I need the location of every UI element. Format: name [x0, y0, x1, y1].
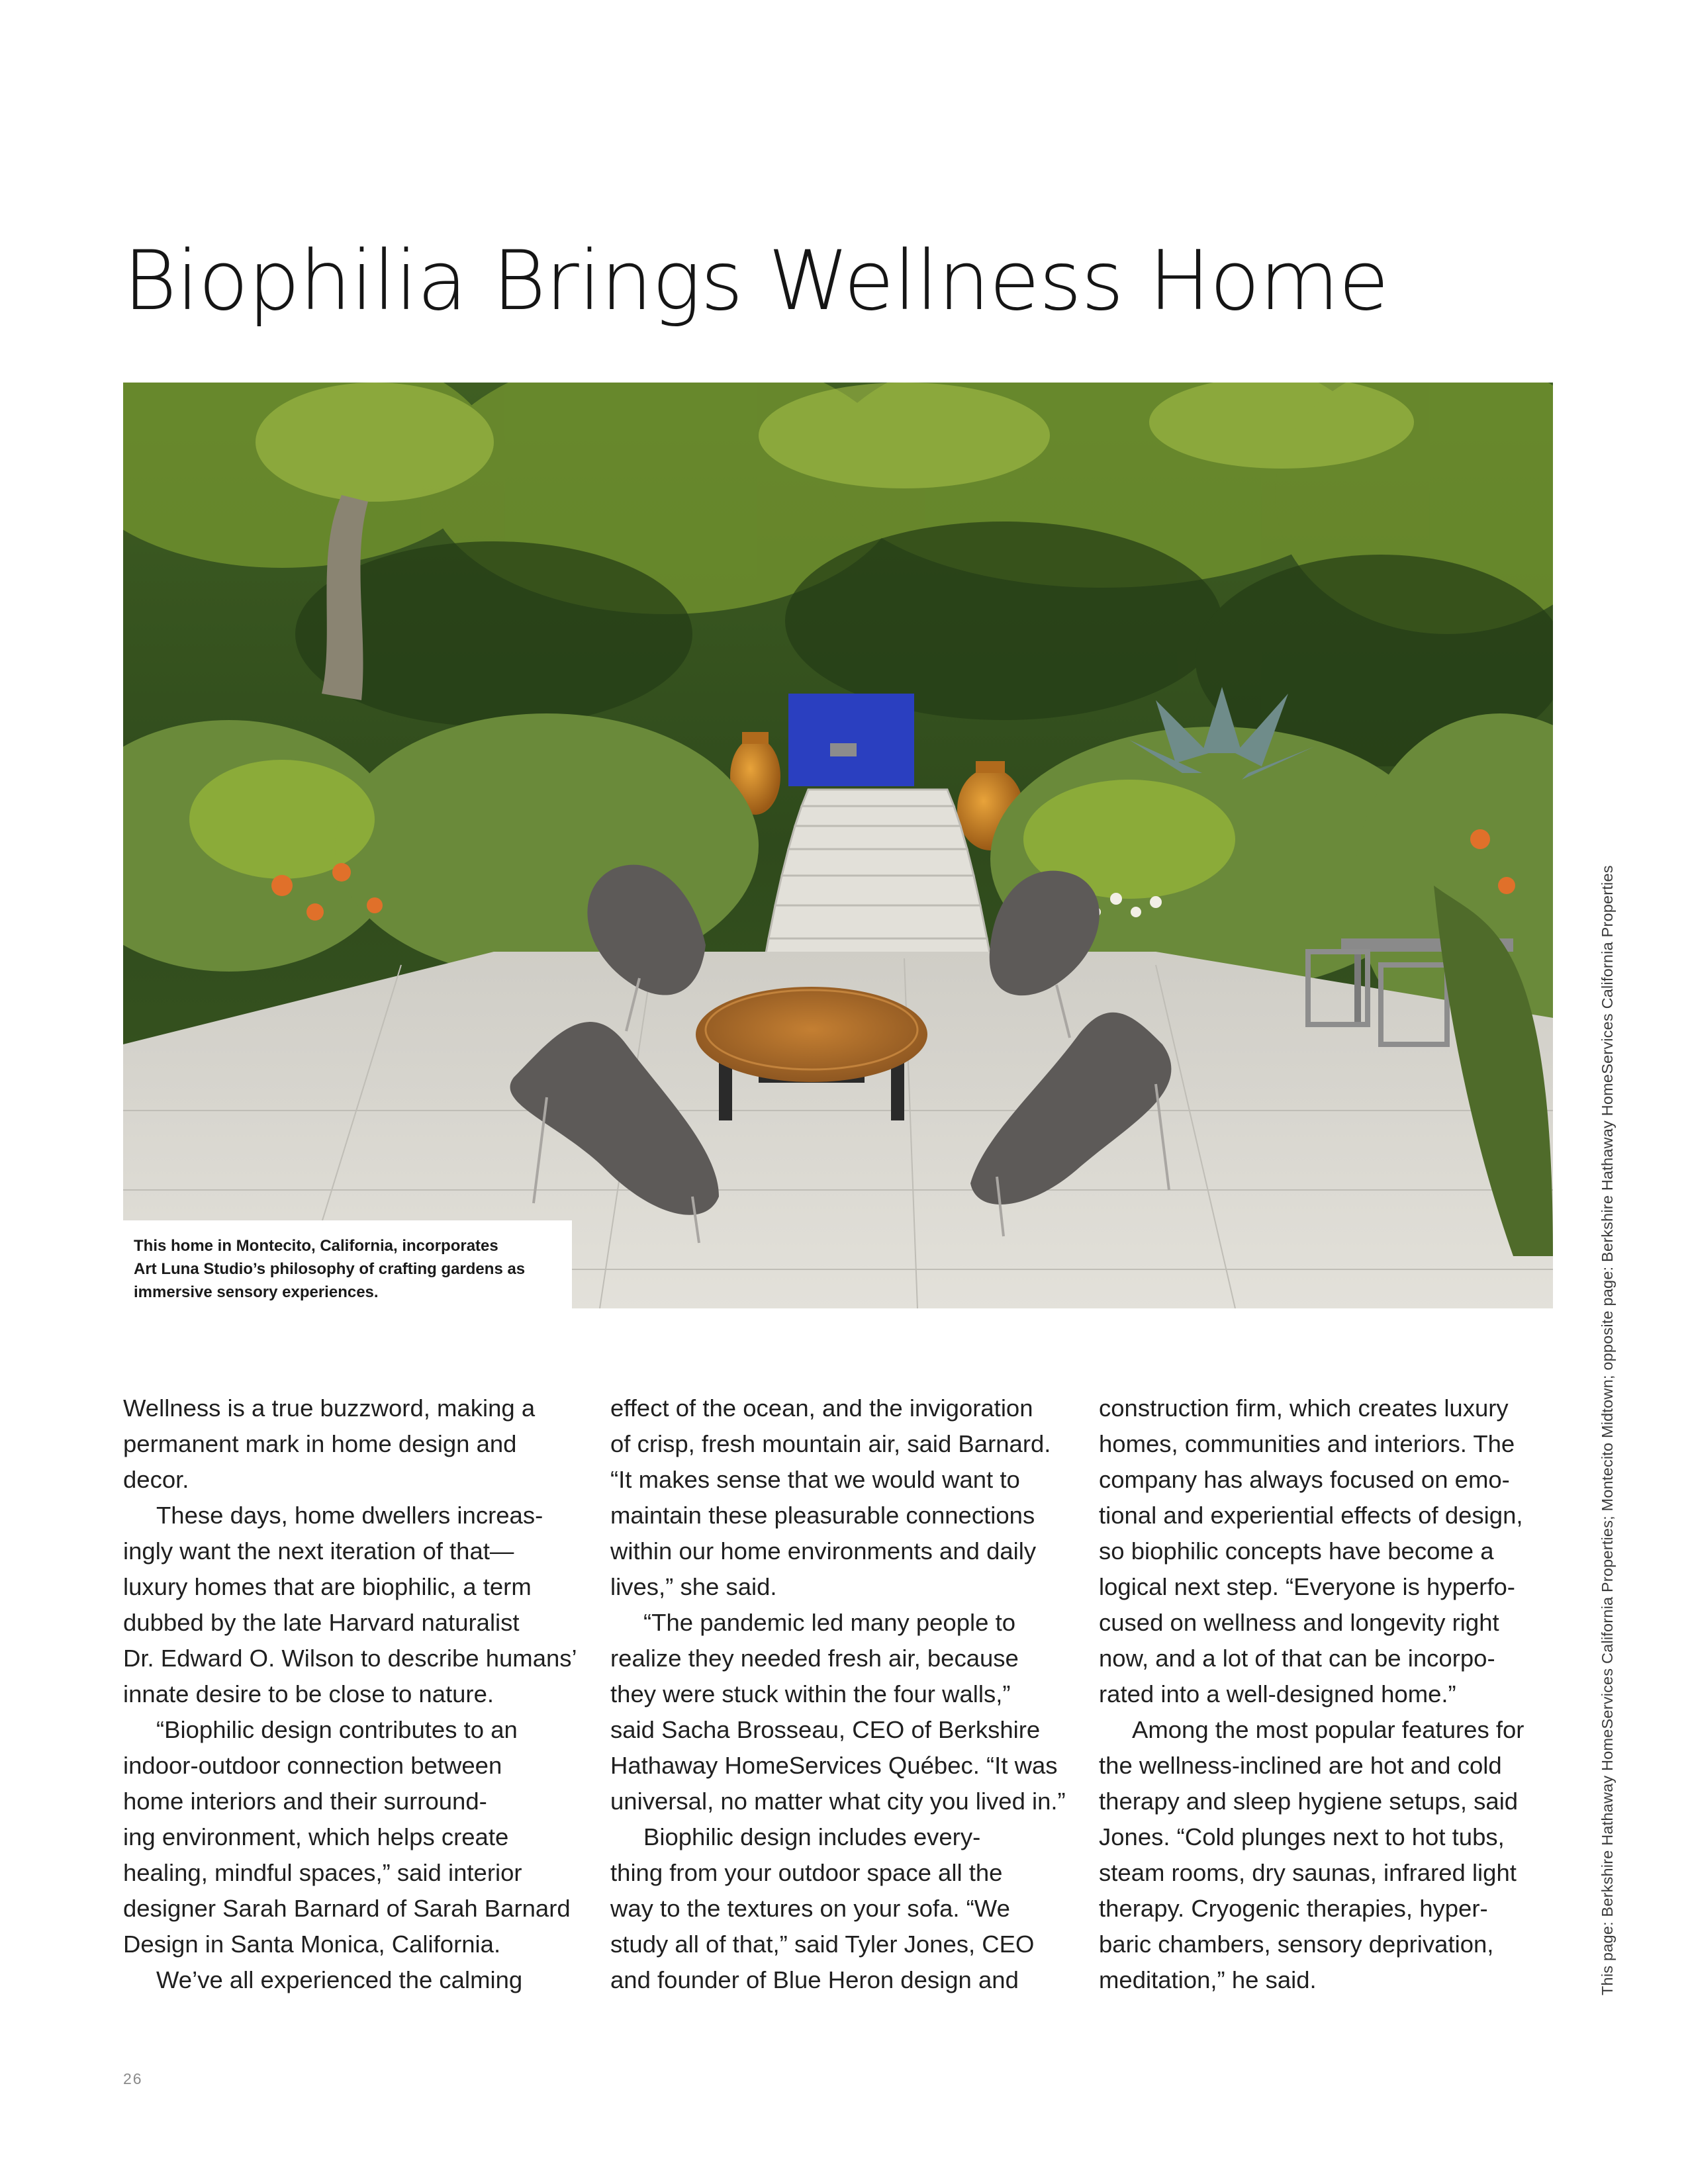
body-line: ing environment, which helps create [123, 1823, 509, 1850]
body-line: “It makes sense that we would want to [610, 1466, 1020, 1493]
body-line: universal, no matter what city you lived in.” [610, 1788, 1066, 1815]
body-line: healing, mindful spaces,” said interior [123, 1859, 522, 1886]
photo-caption [123, 1220, 572, 1308]
body-line: Hathaway HomeServices Québec. “It was [610, 1752, 1058, 1779]
body-line: and founder of Blue Heron design and [610, 1966, 1019, 1993]
body-line: therapy and sleep hygiene setups, said [1099, 1788, 1519, 1815]
body-line: now, and a lot of that can be incorpo- [1099, 1645, 1495, 1672]
body-line: company has always focused on emo- [1099, 1466, 1510, 1493]
body-line: said Sacha Brosseau, CEO of Berkshire [610, 1716, 1041, 1743]
body-line: ingly want the next iteration of that— [123, 1537, 514, 1565]
page-number: 26 [123, 2070, 143, 2087]
body-column-2 [610, 1390, 1074, 1998]
body-line: indoor-outdoor connection between [123, 1752, 502, 1779]
body-line: rated into a well-designed home.” [1099, 1680, 1456, 1707]
body-line: tional and experiential effects of design, [1099, 1502, 1523, 1529]
body-line: so biophilic concepts have become a [1099, 1537, 1494, 1565]
body-line: cused on wellness and longevity right [1099, 1609, 1499, 1636]
hero-photo [123, 383, 1553, 1308]
body-line: Dr. Edward O. Wilson to describe humans’ [123, 1645, 577, 1672]
body-line: of crisp, fresh mountain air, said Barnard. [610, 1430, 1051, 1457]
body-line: they were stuck within the four walls,” [610, 1680, 1011, 1707]
body-line: baric chambers, sensory deprivation, [1099, 1931, 1494, 1958]
body-line: Wellness is a true buzzword, making a [123, 1394, 536, 1422]
body-line: Biophilic design includes every- [643, 1823, 981, 1850]
body-line: Among the most popular features for [1132, 1716, 1524, 1743]
body-line: therapy. Cryogenic therapies, hyper- [1099, 1895, 1488, 1922]
body-line: We’ve all experienced the calming [156, 1966, 523, 1993]
body-line: home interiors and their surround- [123, 1788, 487, 1815]
caption-line: immersive sensory experiences. [134, 1283, 379, 1301]
body-line: thing from your outdoor space all the [610, 1859, 1003, 1886]
body-line: Jones. “Cold plunges next to hot tubs, [1099, 1823, 1505, 1850]
body-line: effect of the ocean, and the invigoration [610, 1394, 1033, 1422]
body-line: within our home environments and daily [610, 1537, 1037, 1565]
body-line: way to the textures on your sofa. “We [610, 1895, 1010, 1922]
body-line: decor. [123, 1466, 189, 1493]
body-line: logical next step. “Everyone is hyperfo- [1099, 1573, 1515, 1600]
body-line: innate desire to be close to nature. [123, 1680, 494, 1707]
body-line: the wellness-inclined are hot and cold [1099, 1752, 1502, 1779]
body-line: These days, home dwellers increas- [156, 1502, 543, 1529]
body-line: maintain these pleasurable connections [610, 1502, 1035, 1529]
body-line: luxury homes that are biophilic, a term [123, 1573, 532, 1600]
body-line: designer Sarah Barnard of Sarah Barnard [123, 1895, 571, 1922]
body-line: “The pandemic led many people to [643, 1609, 1016, 1636]
caption-line: Art Luna Studio’s philosophy of crafting gardens as [134, 1260, 526, 1278]
body-line: lives,” she said. [610, 1573, 777, 1600]
photo-credit: This page: Berkshire Hathaway HomeServices California Properties; Montecito Midtown; opposite page: Berkshire Hathaway HomeServices California Properties [1599, 865, 1616, 1995]
body-line: steam rooms, dry saunas, infrared light [1099, 1859, 1517, 1886]
body-line: permanent mark in home design and [123, 1430, 517, 1457]
article-title: Biophilia Brings Wellness Home [123, 234, 1389, 329]
garden-patio-illustration [123, 383, 1553, 1308]
body-line: dubbed by the late Harvard naturalist [123, 1609, 520, 1636]
body-line: construction firm, which creates luxury [1099, 1394, 1509, 1422]
body-line: Design in Santa Monica, California. [123, 1931, 501, 1958]
body-line: homes, communities and interiors. The [1099, 1430, 1515, 1457]
body-column-1 [123, 1390, 586, 1998]
body-line: realize they needed fresh air, because [610, 1645, 1019, 1672]
body-line: meditation,” he said. [1099, 1966, 1317, 1993]
body-line: study all of that,” said Tyler Jones, CEO [610, 1931, 1035, 1958]
caption-line: This home in Montecito, California, incorporates [134, 1237, 498, 1255]
body-line: “Biophilic design contributes to an [156, 1716, 518, 1743]
body-column-3 [1099, 1390, 1562, 1998]
